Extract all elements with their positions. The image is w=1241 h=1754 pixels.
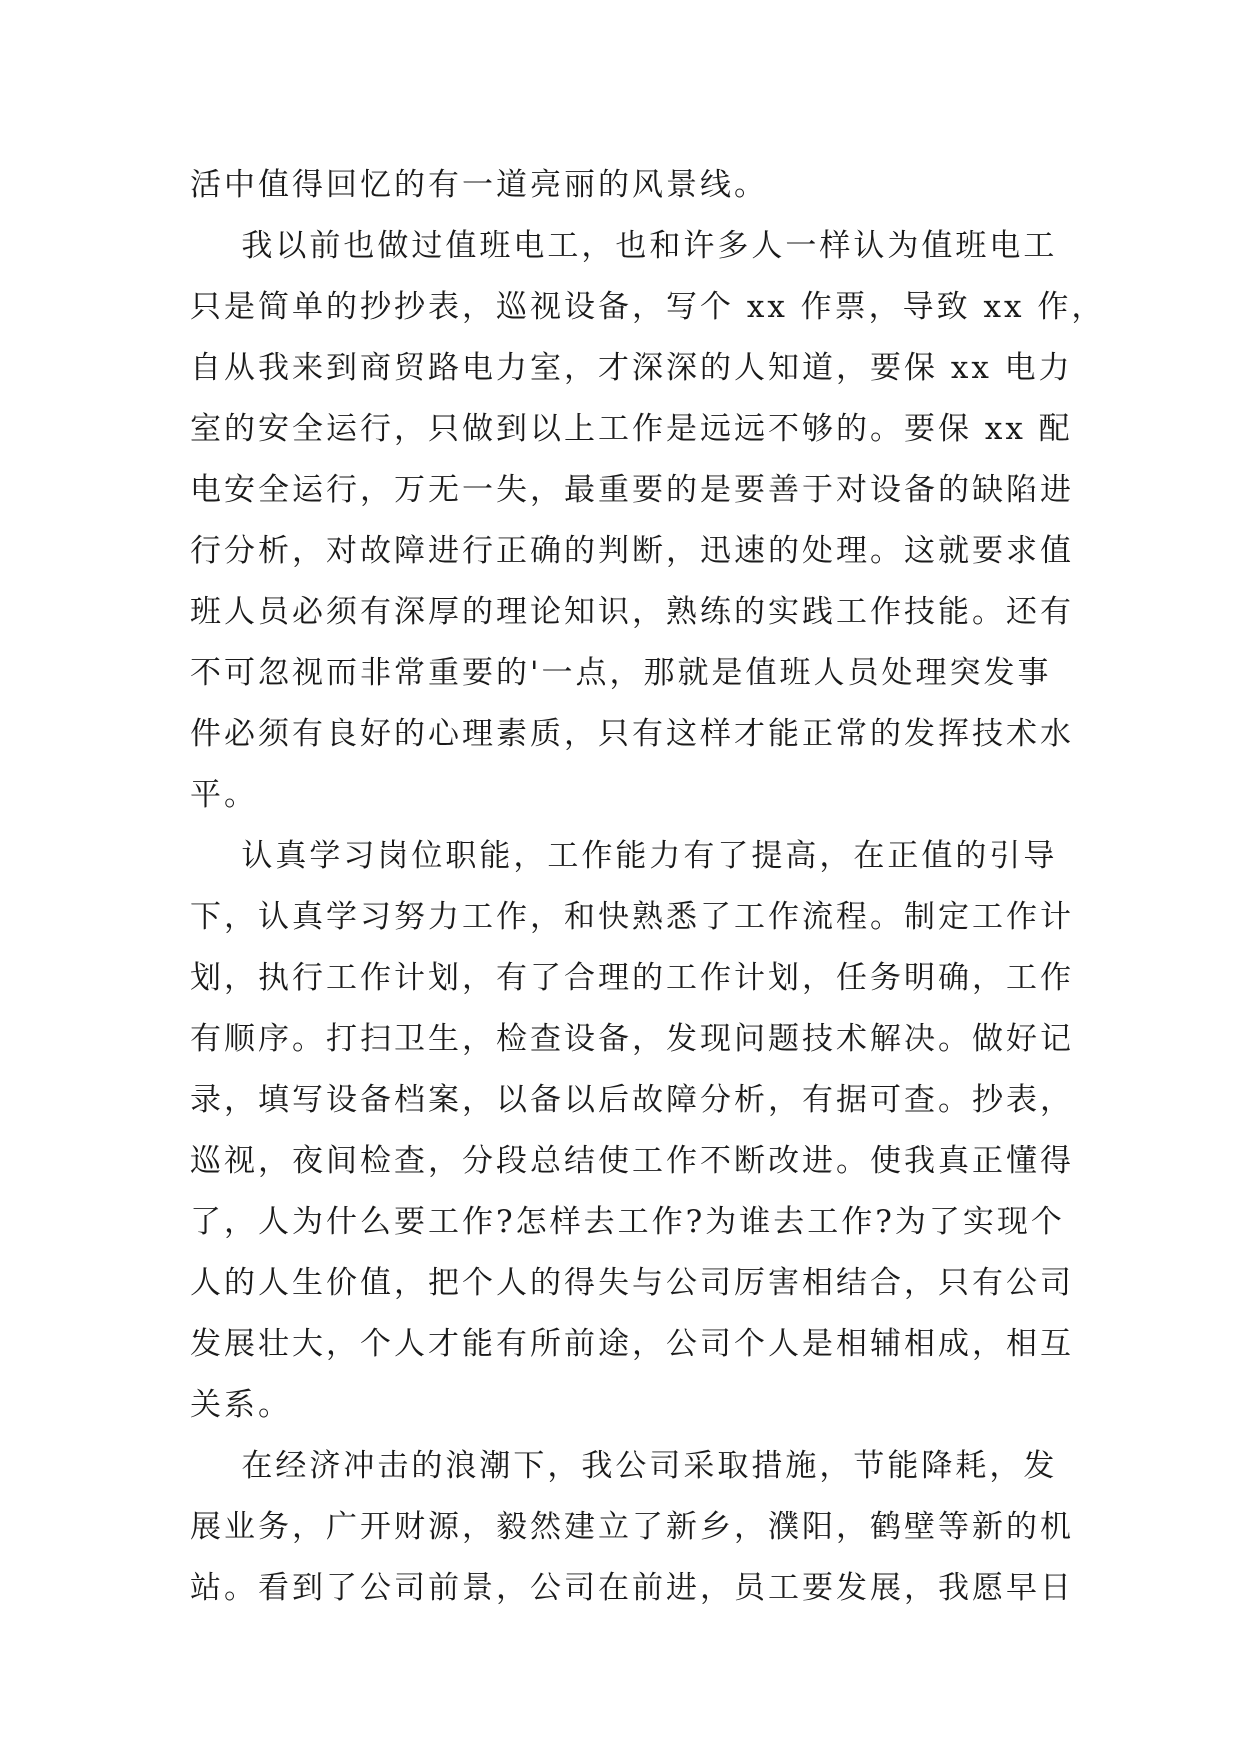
text-line: 有顺序。打扫卫生，检查设备，发现问题技术解决。做好记	[190, 1021, 1074, 1057]
text-line: 发展壮大，个人才能有所前途，公司个人是相辅相成，相互	[190, 1326, 1074, 1362]
text-line: 录，填写设备档案，以备以后故障分析，有据可查。抄表，	[190, 1082, 1074, 1118]
text-line: 行分析，对故障进行正确的判断，迅速的处理。这就要求值	[190, 533, 1074, 569]
text-line: 平。	[190, 777, 258, 813]
text-line: 不可忽视而非常重要的'一点，那就是值班人员处理突发事	[190, 655, 1052, 691]
text-line: 关系。	[190, 1387, 292, 1423]
text-line: 在经济冲击的浪潮下，我公司采取措施，节能降耗，发	[190, 1448, 1058, 1484]
text-line: 巡视，夜间检查，分段总结使工作不断改进。使我真正懂得	[190, 1143, 1074, 1179]
text-line: 自从我来到商贸路电力室，才深深的人知道，要保 xx 电力	[190, 350, 1073, 386]
text-line: 电安全运行，万无一失，最重要的是要善于对设备的缺陷进	[190, 472, 1074, 508]
text-line: 活中值得回忆的有一道亮丽的风景线。	[190, 167, 768, 203]
text-line: 我以前也做过值班电工，也和许多人一样认为值班电工	[190, 228, 1058, 264]
text-line: 人的人生价值，把个人的得失与公司厉害相结合，只有公司	[190, 1265, 1074, 1301]
text-line: 件必须有良好的心理素质，只有这样才能正常的发挥技术水	[190, 716, 1074, 752]
text-line: 只是简单的抄抄表，巡视设备，写个 xx 作票，导致 xx 作，	[190, 289, 1106, 325]
text-line: 认真学习岗位职能，工作能力有了提高，在正值的引导	[190, 838, 1058, 874]
text-line: 班人员必须有深厚的理论知识，熟练的实践工作技能。还有	[190, 594, 1074, 630]
text-line: 室的安全运行，只做到以上工作是远远不够的。要保 xx 配	[190, 411, 1073, 447]
text-line: 展业务，广开财源，毅然建立了新乡，濮阳，鹤壁等新的机	[190, 1509, 1074, 1545]
text-line: 站。看到了公司前景，公司在前进，员工要发展，我愿早日	[190, 1570, 1074, 1606]
text-line: 了，人为什么要工作?怎样去工作?为谁去工作?为了实现个	[190, 1204, 1065, 1240]
text-line: 下，认真学习努力工作，和快熟悉了工作流程。制定工作计	[190, 899, 1074, 935]
body-text	[190, 155, 1106, 1619]
text-line: 划，执行工作计划，有了合理的工作计划，任务明确，工作	[190, 960, 1074, 996]
